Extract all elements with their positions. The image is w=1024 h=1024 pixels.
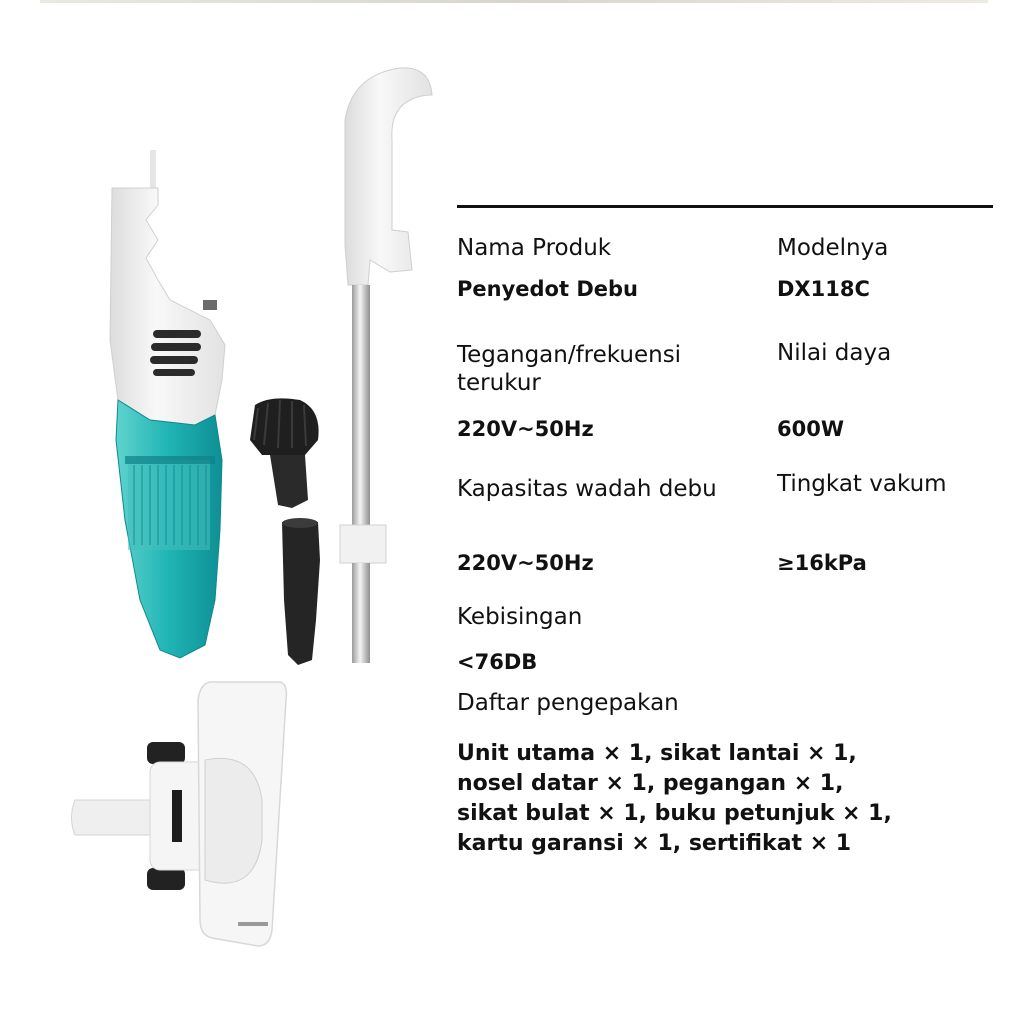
spec-top-rule <box>457 205 993 208</box>
packing-list: Unit utama × 1, sikat lantai × 1, nosel datar × 1, pegangan × 1, sikat bulat × 1, buku petunjuk × 1, kartu garansi × 1, sertifikat × 1 <box>457 741 892 856</box>
power-value: 600W <box>777 417 844 441</box>
handheld-vacuum-unit <box>110 150 225 658</box>
model-label: Modelnya <box>777 235 889 261</box>
vacuum-label: Tingkat vakum <box>777 471 947 497</box>
model-value: DX118C <box>777 277 870 301</box>
noise-value: <76DB <box>457 650 538 674</box>
packing-label: Daftar pengepakan <box>457 690 679 716</box>
flat-crevice-nozzle <box>282 518 320 665</box>
voltage-label: Tegangan/frekuensi terukur <box>457 342 682 396</box>
capacity-value: 220V~50Hz <box>457 551 594 575</box>
round-brush-nozzle <box>250 398 319 508</box>
floor-brush-head <box>72 682 287 946</box>
noise-label: Kebisingan <box>457 604 583 630</box>
vacuum-value: ≥16kPa <box>777 551 867 575</box>
product-images <box>0 0 450 1024</box>
voltage-value: 220V~50Hz <box>457 417 594 441</box>
product-name-value: Penyedot Debu <box>457 277 638 301</box>
product-name-label: Nama Produk <box>457 235 612 261</box>
power-label: Nilai daya <box>777 340 892 366</box>
capacity-label: Kapasitas wadah debu <box>457 476 717 502</box>
handle-extension-tube <box>340 68 432 663</box>
